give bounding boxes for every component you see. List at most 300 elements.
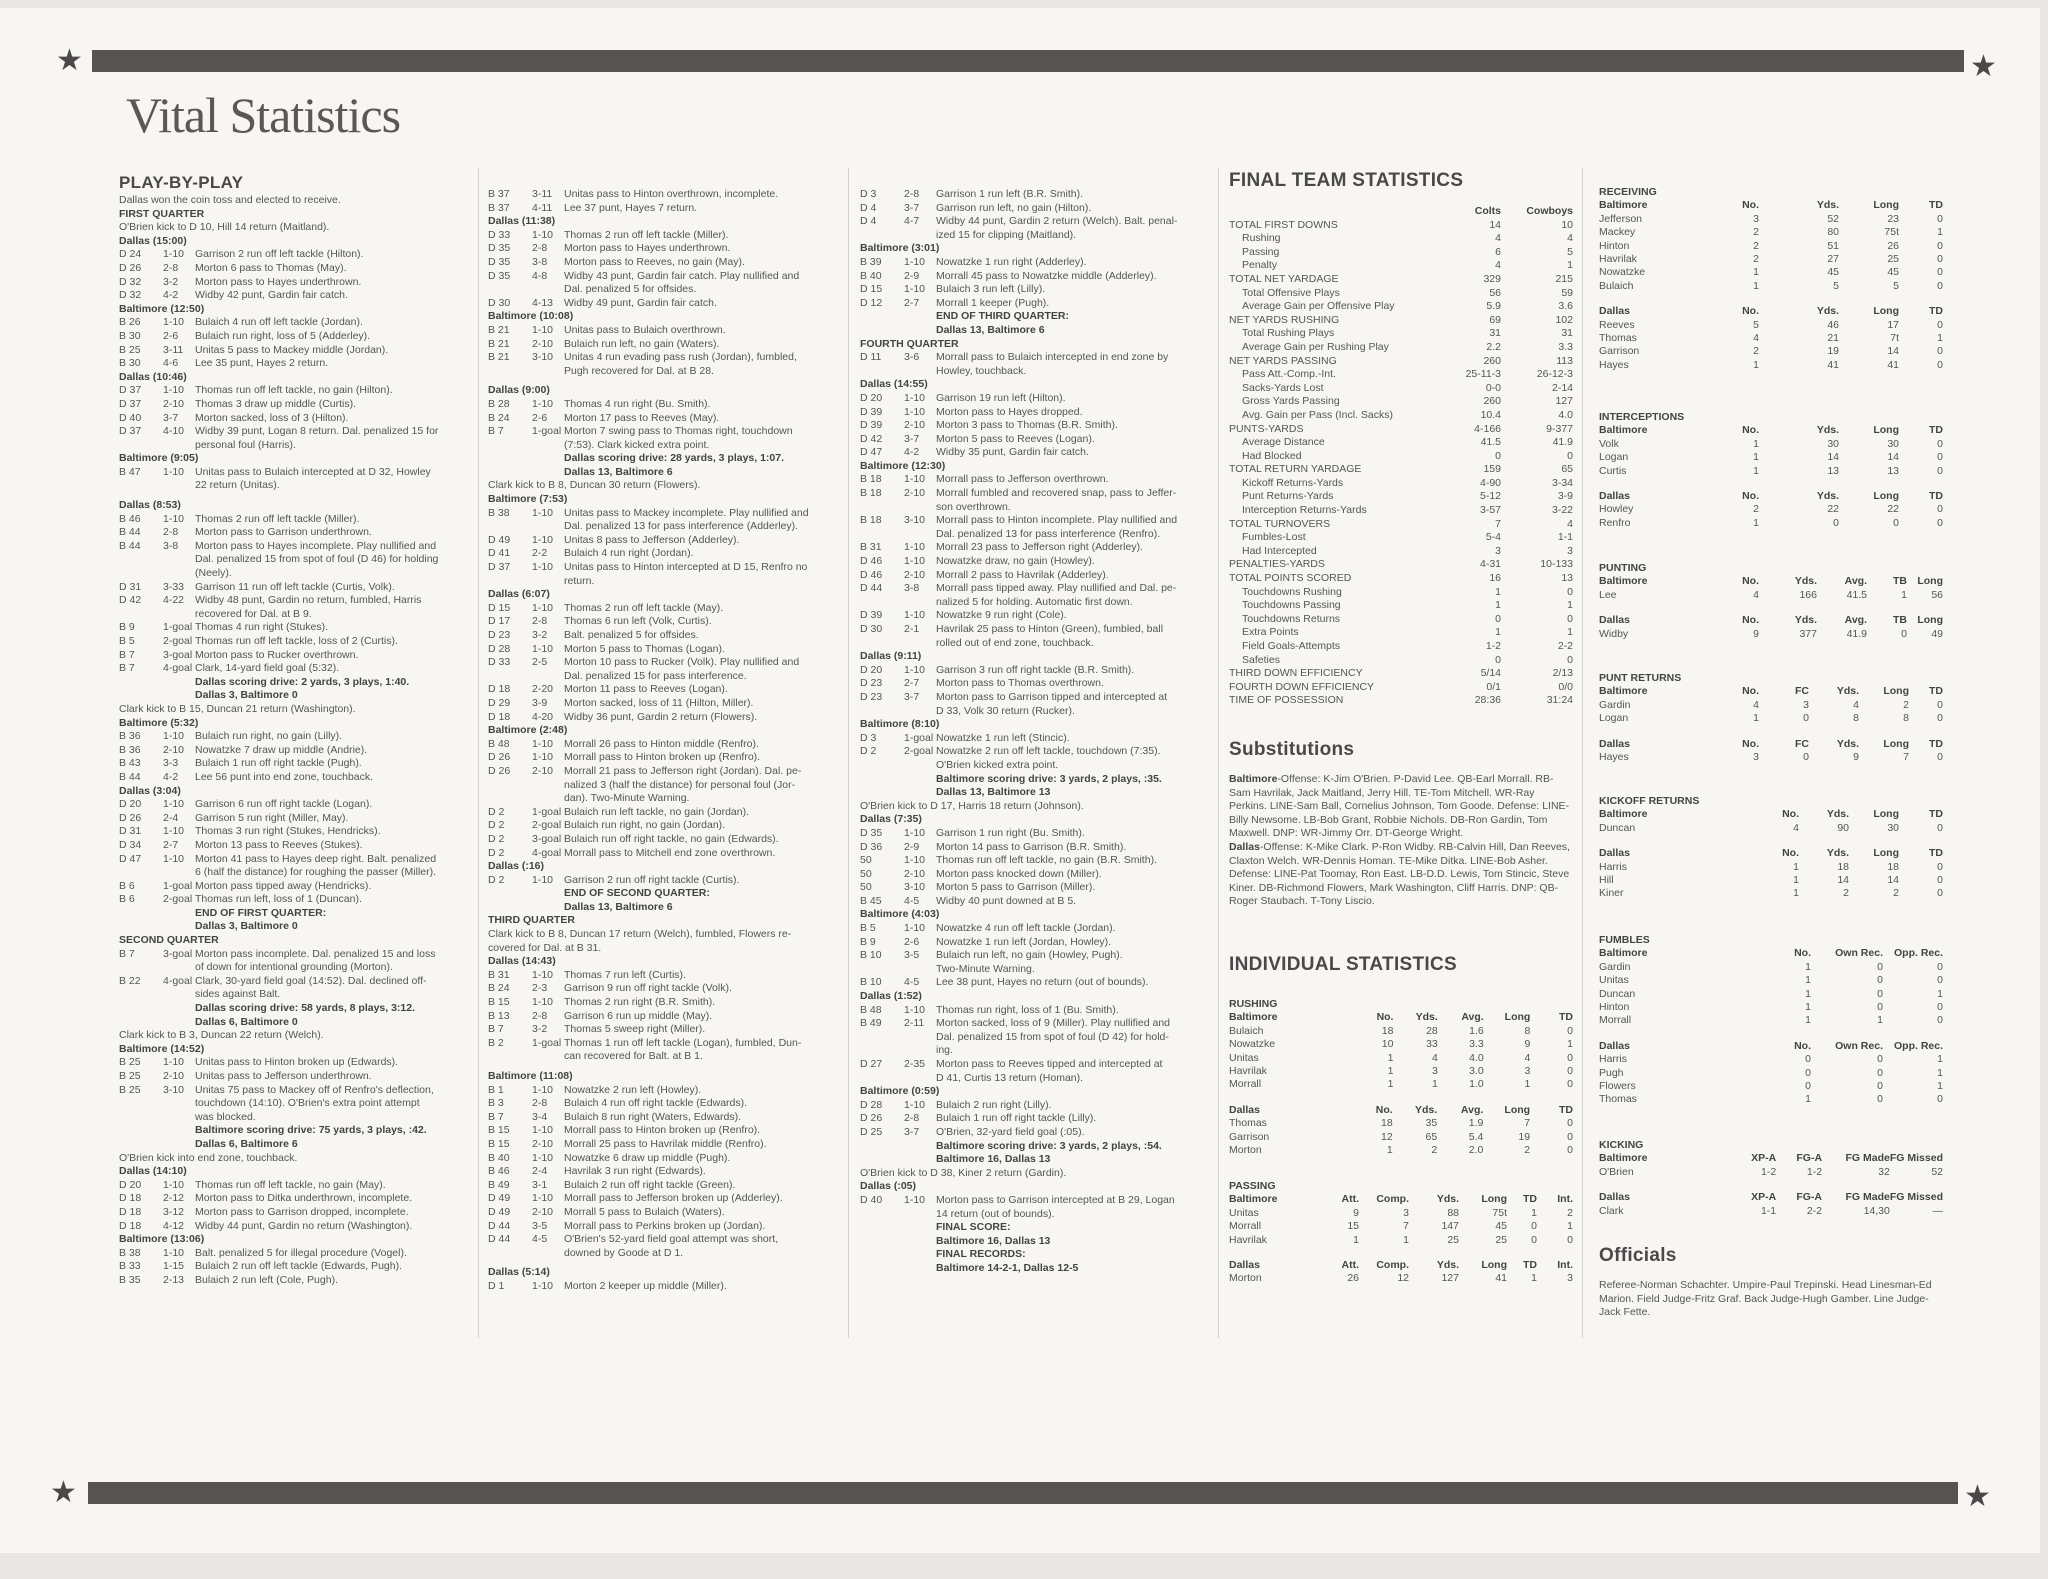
ball-spot: B 6: [119, 879, 135, 892]
stat-value: 0: [1901, 627, 1907, 640]
play-note: [119, 1029, 469, 1043]
stat-value: 1.6: [1469, 1024, 1484, 1037]
play-note: [119, 1097, 469, 1111]
ball-spot: D 2: [488, 819, 505, 832]
stat-header: Long: [1873, 199, 1899, 212]
play-text: Bulaich run left, no gain (Howley, Pugh).: [936, 949, 1123, 962]
play-line: [488, 1280, 838, 1294]
drive-header: [860, 990, 1210, 1004]
play-text: Bulaich 4 run off right tackle (Edwards).: [564, 1097, 748, 1110]
play-line: [860, 487, 1210, 501]
player-name: Harris: [1599, 1053, 1627, 1066]
play-line: [488, 833, 838, 847]
play-text: Dallas 13, Baltimore 6: [564, 900, 673, 913]
drive-header: [119, 235, 469, 249]
team-stat-row: [1229, 531, 1573, 545]
play-text: Widby 44 punt, Gardin 2 return (Welch). Balt. penal-: [936, 215, 1178, 228]
ball-spot: D 30: [488, 296, 511, 309]
play-text: Garrison 6 run off right tackle (Logan).: [195, 798, 373, 811]
officials-heading: Officials: [1599, 1245, 1677, 1266]
stat-label: Total Offensive Plays: [1242, 286, 1340, 299]
ball-spot: B 45: [860, 894, 882, 907]
play-text: Morton pass to Garrison tipped and intercepted at: [936, 690, 1168, 703]
down-distance: 1-10: [904, 391, 926, 404]
stat-value: 0: [1937, 318, 1943, 331]
stat-header: FC: [1795, 737, 1809, 750]
ball-spot: B 38: [488, 506, 510, 519]
stat-value: 12: [1381, 1130, 1393, 1143]
rushing-title: RUSHING: [1229, 998, 1278, 1010]
cowboys-value: 59: [1561, 286, 1573, 299]
play-text: Morton pass to Ditka underthrown, incomplete.: [195, 1192, 413, 1205]
stat-header: FG-A: [1796, 1191, 1823, 1204]
stat-value: 25: [1887, 253, 1899, 266]
stat-label: Total Rushing Plays: [1242, 327, 1335, 340]
play-text: FINAL SCORE:: [936, 1221, 1011, 1234]
player-name: Unitas: [1229, 1051, 1259, 1064]
down-distance: 1-10: [163, 384, 185, 397]
ball-spot: B 25: [119, 343, 141, 356]
ball-spot: B 25: [119, 1083, 141, 1096]
play-text: Clark kick to B 15, Duncan 21 return (Washington).: [119, 702, 356, 715]
ball-spot: D 44: [488, 1233, 511, 1246]
play-line: [488, 1220, 838, 1234]
play-text: Dallas 13, Baltimore 6: [564, 465, 673, 478]
play-line: [488, 425, 838, 439]
down-distance: 3-8: [532, 255, 548, 268]
play-text: ized 15 for clipping (Maitland).: [936, 228, 1077, 241]
stat-label: PENALTIES-YARDS: [1229, 558, 1325, 571]
down-distance: 4-goal: [163, 974, 193, 987]
player-name: Gardin: [1599, 960, 1631, 973]
down-distance: 2-10: [532, 337, 554, 350]
ball-spot: D 32: [119, 275, 142, 288]
ball-spot: D 31: [119, 580, 142, 593]
player-row: [1599, 822, 1943, 835]
stat-value: 0: [1567, 1065, 1573, 1078]
stat-value: 0: [1531, 1220, 1537, 1233]
player-row: [1599, 874, 1943, 887]
colts-value: 10.4: [1480, 408, 1501, 421]
play-text: Morrall 5 pass to Bulaich (Waters).: [564, 1205, 725, 1218]
ball-spot: D 2: [488, 873, 505, 886]
team-stat-row: [1229, 558, 1573, 572]
cowboys-value: 41.9: [1552, 436, 1573, 449]
stat-value: 49: [1931, 627, 1943, 640]
play-text: Nowatzke 7 draw up middle (Andrie).: [195, 743, 368, 756]
passing-dallas-table: [1229, 1259, 1573, 1286]
stat-header: FG Missed: [1889, 1152, 1943, 1165]
team-stats-label: [1229, 205, 1441, 219]
play-line: [488, 351, 838, 365]
officials-text: Referee-Norman Schachter. Umpire-Paul Trepinski. Head Linesman-Ed Marion. Field Judge-Fritz Graf. Back Judge-Hugh Gamber. Line Judge-Jack Fette.: [1599, 1279, 1932, 1319]
player-name: Hinton: [1599, 239, 1630, 252]
player-name: Clark: [1599, 1204, 1624, 1217]
play-text: Dallas (11:38): [488, 215, 556, 228]
play-text: Morton pass to Reeves tipped and intercepted at: [936, 1058, 1163, 1070]
stat-value: 17: [1887, 318, 1899, 331]
play-note: [488, 1247, 838, 1261]
stat-header: Long: [1873, 424, 1899, 437]
cowboys-value: 215: [1555, 272, 1573, 285]
play-text: Unitas 8 pass to Jefferson (Adderley).: [564, 533, 740, 546]
play-text: Thomas 3 run right (Stukes, Hendricks).: [195, 825, 381, 838]
play-line: [488, 561, 838, 575]
kicking-dallas-table: [1599, 1191, 1943, 1218]
play-line: [488, 202, 838, 216]
player-row: [1599, 266, 1943, 279]
ball-spot: D 26: [860, 1112, 883, 1125]
down-distance: 2-9: [904, 269, 920, 282]
player-name: Morton: [1229, 1272, 1262, 1285]
play-line: [488, 1138, 838, 1152]
stat-header-row: [1599, 1191, 1943, 1204]
play-text: Morrall pass to Hinton broken up (Renfro).: [564, 751, 761, 764]
play-text: FOURTH QUARTER: [860, 337, 959, 350]
stat-value: 1: [1805, 1014, 1811, 1027]
stat-header: Baltimore: [1599, 199, 1648, 212]
stat-header-row: [1599, 199, 1943, 212]
play-line: [488, 1152, 838, 1166]
ball-spot: D 44: [488, 1219, 511, 1232]
stat-label: Passing: [1242, 245, 1280, 258]
stat-value: 41.9: [1846, 627, 1867, 640]
play-text: Bulaich 2 run off left tackle (Edwards, Pugh).: [195, 1260, 402, 1273]
stat-header-row: [1599, 808, 1943, 821]
stat-value: 1: [1753, 516, 1759, 529]
play-line: [488, 256, 838, 270]
colts-value: 5.9: [1486, 300, 1501, 313]
ball-spot: B 49: [488, 1178, 510, 1191]
stat-value: 45: [1827, 266, 1839, 279]
stat-value: 1-2: [1761, 1165, 1777, 1178]
stat-header: Baltimore: [1599, 424, 1648, 437]
play-note: [119, 479, 469, 493]
ball-spot: D 37: [119, 384, 142, 397]
play-line: [860, 745, 1210, 759]
ball-spot: D 20: [860, 663, 883, 676]
play-line: [119, 893, 469, 907]
down-distance: 2-10: [904, 568, 926, 581]
stat-value: 51: [1827, 239, 1839, 252]
down-distance: 3-10: [163, 1083, 185, 1096]
ball-spot: D 23: [488, 629, 511, 641]
play-text: Baltimore (10:08): [488, 310, 574, 323]
down-distance: 1-10: [532, 751, 554, 764]
cowboys-value: 0: [1567, 653, 1573, 666]
play-text: Widby 40 punt downed at B 5.: [936, 894, 1077, 907]
player-name: Jefferson: [1599, 212, 1642, 225]
play-text: Unitas pass to Hinton intercepted at D 15, Renfro no: [564, 561, 808, 574]
cowboys-value: 0: [1567, 449, 1573, 462]
down-distance: 1-10: [532, 397, 554, 410]
play-text: Morrall 25 pass to Havrilak middle (Renfro).: [564, 1137, 767, 1150]
play-line: [860, 841, 1210, 855]
stat-label: Touchdowns Rushing: [1242, 585, 1342, 598]
ball-spot: D 42: [860, 432, 883, 445]
stat-value: 1: [1793, 860, 1799, 873]
play-text: O'Brien kick to D 10, Hill 14 return (Maitland).: [119, 221, 330, 234]
stat-label: TOTAL FIRST DOWNS: [1229, 218, 1338, 231]
stat-header: TD: [1559, 1103, 1573, 1116]
stat-value: 0: [1877, 960, 1883, 973]
cowboys-value: 3-9: [1557, 490, 1573, 503]
cowboys-value: 1: [1567, 626, 1573, 639]
stat-header-row: [1599, 1040, 1943, 1053]
cowboys-value: 1: [1567, 259, 1573, 272]
stat-header: Long: [1883, 685, 1909, 698]
drive-header: [860, 378, 1210, 392]
play-line: [119, 344, 469, 358]
stat-header: FG Made: [1845, 1191, 1890, 1204]
down-distance: 2-7: [163, 838, 179, 851]
play-text: Baltimore (12:50): [119, 302, 205, 315]
ball-spot: D 15: [860, 283, 883, 296]
play-text: Dal. penalized 13 for pass interference (Adderley).: [564, 520, 799, 533]
play-by-play-column-1: [119, 173, 469, 1288]
down-distance: 2-8: [532, 1009, 548, 1022]
play-line: [860, 827, 1210, 841]
play-text: Morton 5 pass to Reeves (Logan).: [936, 432, 1095, 445]
stat-value: 1: [1753, 279, 1759, 292]
drive-header: [488, 1266, 838, 1280]
play-line: [488, 847, 838, 861]
play-line: [488, 229, 838, 243]
down-distance: 2-3: [532, 982, 548, 995]
stat-value: 21: [1827, 332, 1839, 345]
play-line: [860, 569, 1210, 583]
stat-value: 1-1: [1760, 1204, 1777, 1217]
play-text: Dallas 13, Baltimore 13: [936, 786, 1051, 799]
cowboys-value: 13: [1561, 572, 1573, 585]
drive-header: [119, 452, 469, 466]
player-name: Flowers: [1599, 1080, 1636, 1093]
play-text: Garrison 2 run off left tackle (Hilton).: [195, 248, 364, 261]
play-text: Clark, 30-yard field goal (14:52). Dal. declined off-: [195, 974, 427, 987]
play-line: [860, 881, 1210, 895]
cowboys-value: 10-133: [1540, 558, 1573, 571]
down-distance: 1-10: [532, 533, 554, 546]
play-text: Thomas 1 run off left tackle (Logan), fumbled, Dun-: [564, 1036, 802, 1049]
down-distance: 2-6: [904, 935, 920, 948]
stat-value: 4: [1753, 332, 1759, 345]
stat-header-row: [1599, 614, 1943, 627]
stat-header: Long: [1883, 737, 1909, 750]
play-line: [119, 1247, 469, 1261]
player-row: [1229, 1144, 1573, 1157]
drive-header: [119, 1124, 469, 1138]
drive-header: [488, 493, 838, 507]
player-row: [1599, 359, 1943, 372]
team-stat-row: [1229, 626, 1573, 640]
stat-header: Dallas: [1599, 737, 1630, 750]
down-distance: 2-4: [163, 811, 179, 824]
kicking-baltimore-table: [1599, 1152, 1943, 1179]
play-line: [860, 1126, 1210, 1140]
stat-value: 65: [1425, 1130, 1438, 1143]
stat-header: Long: [1917, 575, 1943, 588]
stat-value: 14: [1837, 874, 1849, 887]
stat-header: FC: [1795, 685, 1809, 698]
stat-value: 8: [1853, 712, 1859, 725]
play-text: dan). Two-Minute Warning.: [564, 792, 690, 805]
player-row: [1599, 1093, 1943, 1106]
stat-value: 19: [1518, 1130, 1531, 1143]
play-line: [119, 1056, 469, 1070]
ball-spot: D 34: [119, 838, 142, 851]
play-line: [119, 316, 469, 330]
stat-header: No.: [1782, 847, 1799, 860]
drive-header: [860, 650, 1210, 664]
player-row: [1599, 503, 1943, 516]
stat-value: 41: [1887, 358, 1899, 371]
colts-value: 0: [1495, 449, 1501, 462]
team-stat-row: [1229, 613, 1573, 627]
down-distance: 4-22: [163, 594, 185, 607]
play-text: nalized 5 for holding. Automatic first down.: [936, 595, 1133, 608]
down-distance: 4-8: [532, 269, 548, 282]
play-note: [860, 1031, 1210, 1045]
down-distance: 3-goal: [163, 947, 193, 960]
stat-value: 2: [1567, 1206, 1573, 1219]
colts-value: 1-2: [1485, 640, 1501, 652]
drive-header: [860, 813, 1210, 827]
drive-header: [119, 920, 469, 934]
play-note: [860, 1167, 1210, 1181]
down-distance: 2-6: [532, 411, 548, 424]
stat-header: Own Rec.: [1835, 947, 1883, 960]
play-line: [119, 853, 469, 867]
stat-label: FOURTH DOWN EFFICIENCY: [1229, 680, 1375, 693]
ball-spot: D 4: [860, 215, 877, 228]
player-row: [1229, 1117, 1573, 1130]
down-distance: 3-8: [904, 582, 920, 595]
stat-header: TD: [1523, 1193, 1537, 1206]
ball-spot: B 31: [860, 541, 882, 554]
play-text: return.: [564, 574, 595, 587]
play-text: Havrilak 25 pass to Hinton (Green), fumbled, ball: [936, 623, 1164, 635]
down-distance: 1-10: [904, 555, 926, 568]
play-line: [860, 1194, 1210, 1208]
player-row: [1599, 213, 1943, 226]
stat-value: 3: [1431, 1065, 1438, 1078]
stat-value: 33: [1426, 1038, 1438, 1051]
play-text: Pugh recovered for Dal. at B 28.: [564, 364, 714, 377]
stat-value: 14: [1887, 345, 1899, 358]
player-name: Hayes: [1599, 751, 1629, 764]
play-note: [860, 1044, 1210, 1058]
top-rule: [92, 50, 1964, 72]
play-text: Dallas (6:07): [488, 588, 550, 601]
ball-spot: D 29: [488, 696, 511, 709]
play-line: [860, 297, 1210, 311]
stat-value: 18: [1381, 1024, 1394, 1037]
play-text: Thomas 3 draw up middle (Curtis).: [195, 397, 357, 410]
play-line: [119, 825, 469, 839]
stat-value: 0: [1567, 1233, 1573, 1246]
down-distance: 3-3: [163, 757, 179, 770]
play-line: [860, 1004, 1210, 1018]
stat-value: 0: [1567, 1130, 1573, 1143]
down-distance: 1-goal: [532, 425, 562, 438]
cowboys-value: 3-34: [1551, 476, 1573, 489]
play-text: Morton pass tipped away (Hendricks).: [195, 879, 372, 892]
drive-header: [860, 908, 1210, 922]
team-stat-row: [1229, 341, 1573, 355]
play-text: (Neely).: [195, 567, 232, 580]
stat-value: 0: [1877, 1053, 1883, 1066]
play-line: [860, 256, 1210, 270]
stat-value: 26: [1347, 1272, 1359, 1285]
stat-value: 3: [1567, 1272, 1573, 1285]
down-distance: 3-goal: [532, 832, 562, 845]
stat-value: —: [1932, 1204, 1943, 1217]
stat-label: Touchdowns Returns: [1242, 612, 1341, 625]
punt_returns-baltimore-table: [1599, 685, 1943, 725]
down-distance: 2-goal: [532, 819, 562, 832]
punting-baltimore-table: [1599, 575, 1943, 602]
stat-value: 2: [1753, 239, 1759, 252]
rushing-stats: [1229, 998, 1573, 1157]
ball-spot: D 20: [119, 798, 142, 811]
play-text: Thomas 2 run off left tackle (May).: [564, 601, 724, 614]
ball-spot: B 37: [488, 188, 510, 200]
down-distance: 1-10: [163, 248, 185, 261]
play-text: recovered for Dal. at B 9.: [195, 607, 312, 620]
play-text: Bulaich 2 run left (Cole, Pugh).: [195, 1273, 338, 1286]
player-name: O'Brien: [1599, 1165, 1634, 1178]
stat-value: 166: [1799, 588, 1817, 601]
play-line: [119, 1179, 469, 1193]
player-name: Bulaich: [1599, 279, 1634, 292]
player-row: [1229, 1220, 1573, 1233]
team-stat-row: [1229, 681, 1573, 695]
team-stat-row: [1229, 586, 1573, 600]
stat-value: 22: [1827, 503, 1839, 516]
play-text: Dal. penalized 15 from spot of foul (D 42) for hold-: [936, 1030, 1169, 1043]
play-text: Baltimore (7:53): [488, 493, 568, 506]
play-text: Nowatzke 2 run left (Howley).: [564, 1083, 702, 1096]
ball-spot: B 36: [119, 743, 141, 756]
stat-value: 4: [1853, 698, 1859, 711]
ball-spot: D 35: [488, 269, 511, 282]
stat-value: 2: [1893, 887, 1899, 900]
stat-value: 0: [1937, 874, 1943, 887]
play-note: [488, 928, 838, 942]
down-distance: 4-20: [532, 710, 554, 723]
play-text: Dallas 6, Baltimore 0: [195, 1015, 298, 1028]
down-distance: 2-10: [904, 419, 926, 432]
play-note: [860, 596, 1210, 610]
drive-header: [119, 717, 469, 731]
stat-value: 3: [1524, 1065, 1531, 1078]
down-distance: 2-8: [532, 615, 548, 628]
play-text: Thomas 4 run right (Bu. Smith).: [564, 397, 711, 410]
play-text: Baltimore scoring drive: 75 yards, 3 plays, :42.: [195, 1124, 427, 1137]
stat-value: 0: [1937, 345, 1943, 358]
cowboys-value: 1-1: [1557, 531, 1573, 544]
interceptions-baltimore-table: [1599, 424, 1943, 478]
stat-header: XP-A: [1751, 1191, 1777, 1204]
stat-value: 23: [1887, 212, 1899, 225]
stat-header: Yds.: [1816, 490, 1839, 503]
stat-value: 0: [1567, 1117, 1573, 1130]
ball-spot: D 23: [860, 677, 883, 690]
stat-value: 0: [1877, 1066, 1883, 1079]
team-stat-row: [1229, 246, 1573, 260]
stat-header: Long: [1504, 1011, 1531, 1024]
drive-header: [860, 1248, 1210, 1262]
